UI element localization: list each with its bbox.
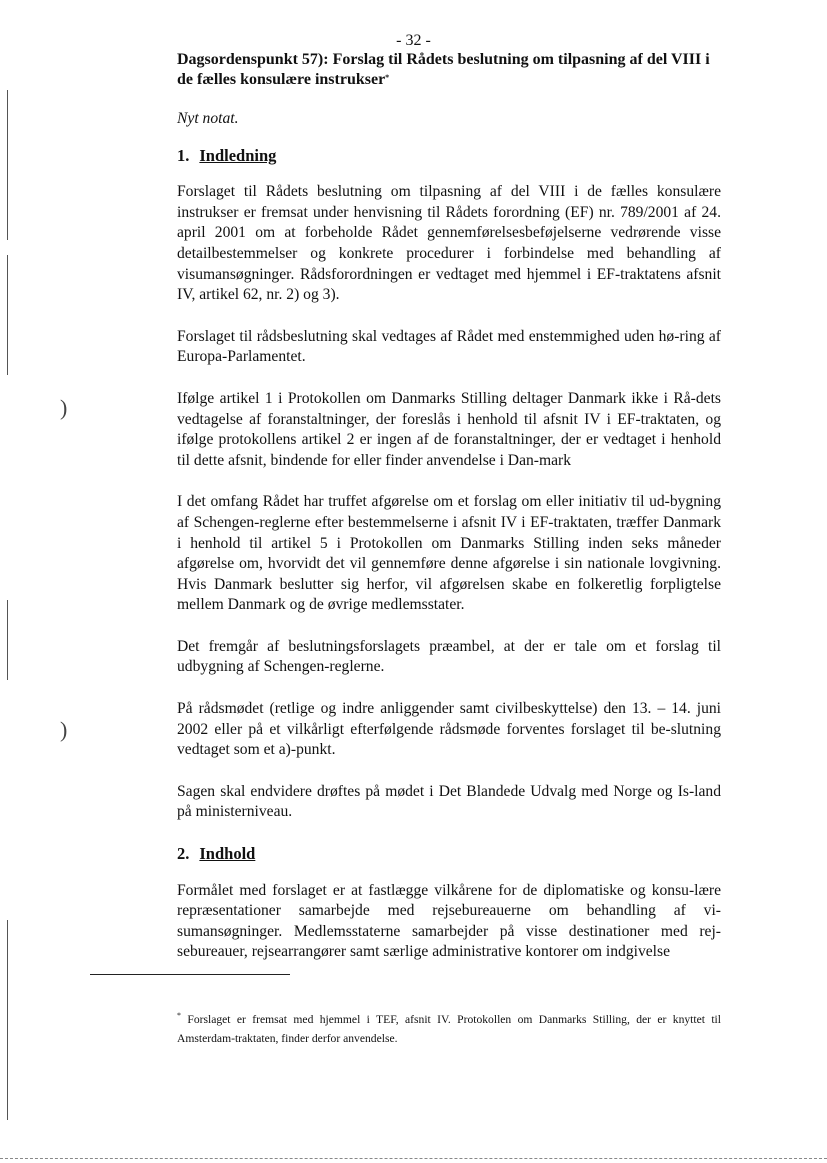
paragraph: I det omfang Rådet har truffet afgørelse om et forslag om eller initiativ til ud-bygning af Schengen-reglerne efter bestemmelserne i afsnit IV i EF-traktaten, træffer Danmark i henhold til artikel 5 i Protokollen om Danmarks Stilling inden seks måneder afgørelse om, hvorvidt det vil gennemføre denne afgørelse i sin nationale lovgivning. Hvis Danmark beslutter sig herfor, vil afgørelsen skabe en folkeretlig forpligtelse mellem Danmark og de øvrige medlemsstater. (177, 493, 721, 614)
paragraph: Formålet med forslaget er at fastlægge vilkårene for de diplomatiske og konsu-lære repræsentationer samarbejde med rejsebureauerne om behandling af vi-sumansøgninger. Medlemsstaterne samarbejder på visse destinationer med rej-sebureauer, rejsearrangører samt særlige administrative kontorer om indgivelse (177, 881, 721, 961)
scan-margin-line (7, 600, 8, 680)
section-title: Indhold (199, 844, 256, 864)
paragraph: Forslaget til Rådets beslutning om tilpasning af del VIII i de fælles konsulære instrukser er fremsat under henvisning til Rådets forordning (EF) nr. 789/2001 af 24. april 2001 om at forbeholde Rådet gennemførelsesbeføjelserne vedrørende visse detailbestemmelser og konkrete procedurer i forbindelse med behandling af visumansøgninger. Rådsforordningen er vedtaget med hjemmel i EF-traktatens afsnit IV, artikel 62, nr. 2) og 3). (177, 183, 721, 304)
footnote-marker: * (177, 1011, 181, 1020)
binder-hole-mark: ) (60, 395, 68, 420)
paragraph: På rådsmødet (retlige og indre anliggender samt civilbeskyttelse) den 13. – 14. juni 2002 eller på et vilkårligt efterfølgende rådsmøde forventes forslaget til be-slutning vedtaget som et a)-punkt. (177, 700, 721, 759)
paragraph: Det fremgår af beslutningsforslagets præambel, at der er tale om et forslag til udbygning af Schengen-reglerne. (177, 637, 721, 676)
page-number: - 32 - (396, 32, 431, 49)
section-number: 1. (177, 145, 190, 165)
title-footnote-marker: * (385, 73, 390, 82)
footnote (177, 1006, 721, 1048)
scan-margin-line (7, 255, 8, 375)
footnote-text: Forslaget er fremsat med hjemmel i TEF, afsnit IV. Protokollen om Danmarks Stilling, der er knyttet til Amsterdam-traktaten, finder derfor anvendelse. (177, 1012, 721, 1045)
scan-bottom-edge (0, 1158, 827, 1159)
paragraph: Forslaget til rådsbeslutning skal vedtages af Rådet med enstemmighed uden hø-ring af Europa-Parlamentet. (177, 327, 721, 366)
scan-margin-line (7, 90, 8, 240)
document-title (177, 50, 721, 90)
scan-margin-line (7, 920, 8, 1120)
section-number: 2. (177, 844, 190, 864)
title-text: Dagsordenspunkt 57): Forslag til Rådets beslutning om tilpasning af del VIII i de fælles konsulære instrukser (177, 51, 710, 88)
binder-hole-mark: ) (60, 717, 68, 742)
section-heading (177, 844, 721, 865)
paragraph: Ifølge artikel 1 i Protokollen om Danmarks Stilling deltager Danmark ikke i Rå-dets vedtagelse af foranstaltninger, der foreslås i henhold til afsnit IV i EF-traktaten, og ifølge protokollens artikel 2 er ingen af de foranstaltninger, der er vedtaget i henhold til dette afsnit, bindende for eller finder anvendelse i Dan-mark (177, 389, 721, 469)
footnote-divider (90, 974, 290, 975)
document-subtitle: Nyt notat. (177, 110, 239, 127)
section-title: Indledning (199, 145, 277, 165)
section-heading (177, 146, 721, 167)
paragraph: Sagen skal endvidere drøftes på mødet i Det Blandede Udvalg med Norge og Is-land på ministerniveau. (177, 782, 721, 821)
document-body (177, 50, 721, 984)
